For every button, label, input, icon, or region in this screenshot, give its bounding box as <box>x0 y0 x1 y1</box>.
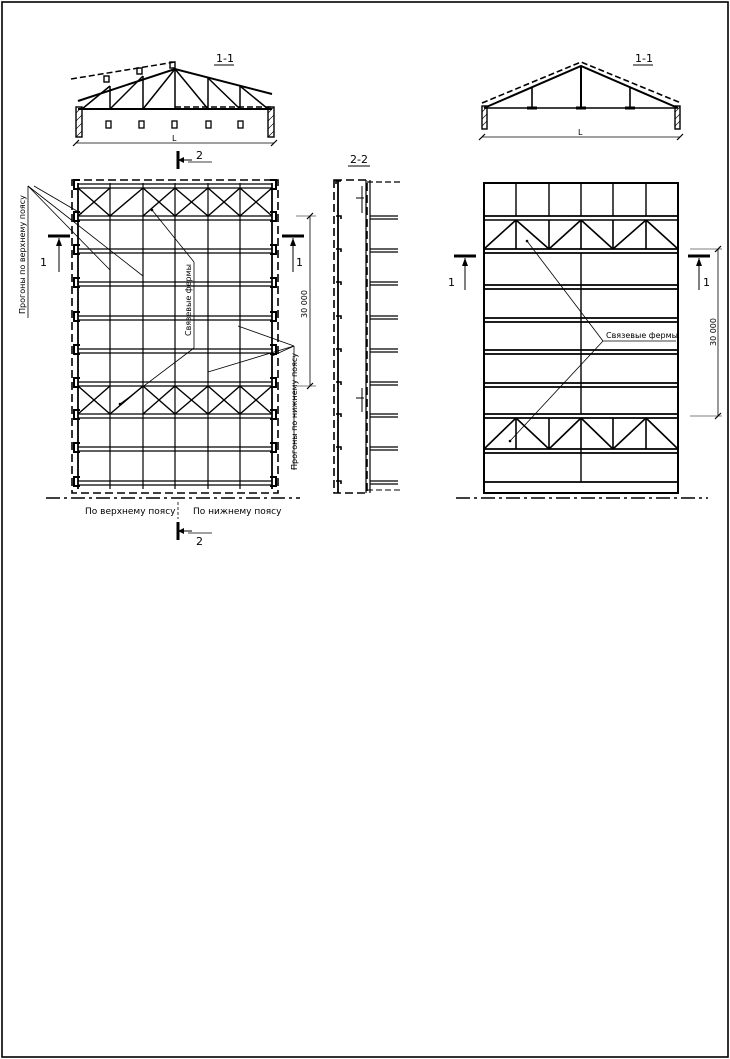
span-left-label: L <box>172 134 177 143</box>
section-11-right-label: 1-1 <box>635 52 653 65</box>
dim-right-label: 30 000 <box>709 318 718 346</box>
bracing-trusses-left-label: Связевые фермы <box>184 264 193 336</box>
dim-left-label: 30 000 <box>300 290 309 318</box>
right-section-1-1 <box>479 52 683 140</box>
cut-1-lr: 1 <box>296 256 303 269</box>
left-plan <box>18 149 316 548</box>
purlins-bottom-chord-label: Прогоны по нижнему поясу <box>290 352 299 470</box>
cut-1-rl: 1 <box>448 276 455 289</box>
by-top-chord-caption: По верхнему поясу <box>85 507 176 517</box>
bracing-trusses-right-label: Связевые фермы <box>606 331 678 340</box>
section-11-left-label: 1-1 <box>216 52 234 65</box>
cut-1-ll: 1 <box>40 256 47 269</box>
right-plan <box>448 183 722 498</box>
cut-2-top: 2 <box>196 149 203 162</box>
cut-2-bottom: 2 <box>196 535 203 548</box>
cut-1-rr: 1 <box>703 276 710 289</box>
purlins-top-chord-label: Прогоны по верхнему поясу <box>18 195 27 314</box>
left-section-1-1 <box>71 52 277 146</box>
section-22-label: 2-2 <box>350 153 368 166</box>
section-2-2 <box>334 153 400 493</box>
span-right-label: L <box>578 128 583 137</box>
by-bottom-chord-caption: По нижнему поясу <box>193 507 282 517</box>
